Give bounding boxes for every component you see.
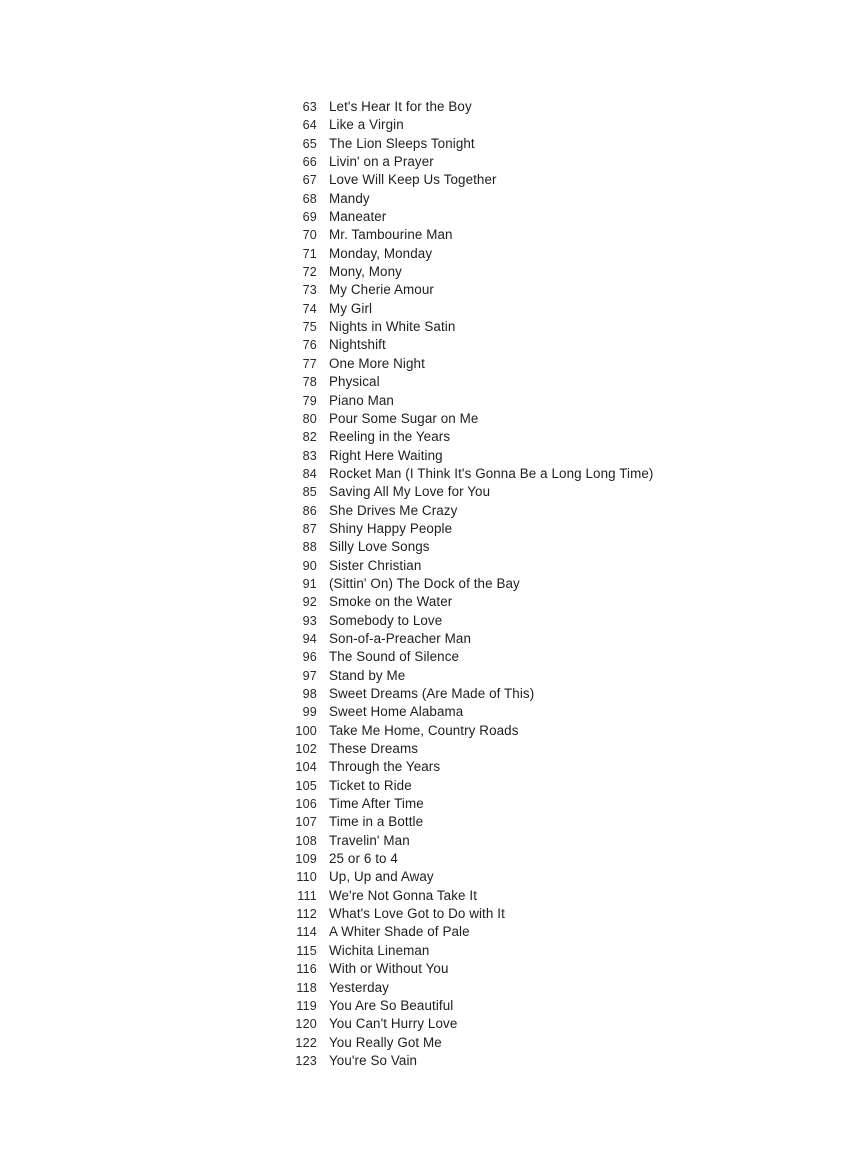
toc-entry-title: Right Here Waiting (329, 447, 443, 463)
toc-entry[interactable] (285, 905, 864, 923)
toc-entry-title: Ticket to Ride (329, 777, 412, 793)
toc-entry-page-number: 118 (296, 980, 317, 995)
toc-entry-title: Nights in White Satin (329, 319, 456, 335)
toc-entry-title: Sweet Dreams (Are Made of This) (329, 686, 535, 701)
table-of-contents-list (285, 98, 864, 1070)
toc-entry[interactable] (285, 1015, 864, 1033)
toc-entry[interactable] (285, 832, 864, 850)
toc-entry[interactable] (285, 373, 864, 391)
toc-entry-title: Mony, Mony (329, 264, 402, 280)
toc-entry[interactable] (285, 447, 864, 465)
toc-entry-page-number: 123 (295, 1053, 317, 1068)
toc-entry[interactable] (285, 923, 864, 941)
toc-entry-title: You Really Got Me (329, 1034, 442, 1050)
toc-entry-title: My Girl (329, 300, 373, 316)
toc-entry-page-number: 77 (302, 356, 317, 371)
toc-entry[interactable] (285, 171, 864, 189)
toc-entry-title: Pour Some Sugar on Me (329, 410, 479, 426)
toc-entry-page-number: 84 (302, 466, 317, 481)
toc-entry[interactable] (285, 135, 864, 153)
toc-entry-page-number: 104 (295, 760, 317, 775)
toc-entry-title: She Drives Me Crazy (329, 502, 458, 518)
toc-entry-page-number: 116 (296, 962, 317, 977)
toc-entry[interactable] (285, 887, 864, 905)
toc-entry[interactable] (285, 685, 864, 703)
toc-entry-title: Love Will Keep Us Together (329, 172, 497, 188)
toc-entry-page-number: 98 (302, 687, 317, 701)
toc-entry-page-number: 86 (302, 503, 317, 518)
toc-entry-page-number: 70 (302, 228, 317, 243)
toc-entry-title: The Lion Sleeps Tonight (329, 135, 475, 151)
toc-entry-title: Smoke on the Water (329, 594, 453, 610)
toc-entry-title: The Sound of Silence (329, 649, 460, 665)
toc-entry-title: My Cherie Amour (329, 282, 434, 298)
toc-entry-page-number: 110 (296, 870, 317, 885)
toc-entry-title: Yesterday (329, 979, 389, 995)
toc-entry-title: Through the Years (329, 759, 441, 775)
toc-entry-page-number: 88 (302, 540, 317, 555)
toc-entry-page-number: 91 (302, 576, 317, 591)
toc-entry[interactable] (285, 777, 864, 795)
toc-entry-title: Sweet Home Alabama (329, 704, 464, 720)
toc-entry[interactable] (285, 410, 864, 428)
toc-entry[interactable] (285, 336, 864, 354)
toc-entry-page-number: 73 (302, 283, 317, 298)
toc-entry-page-number: 76 (302, 338, 317, 353)
toc-entry-page-number: 97 (302, 668, 317, 683)
toc-entry[interactable] (285, 960, 864, 978)
toc-entry-title: Maneater (329, 209, 387, 225)
toc-entry-page-number: 93 (302, 613, 317, 628)
toc-entry-page-number: 115 (296, 943, 317, 958)
toc-entry-title: Sister Christian (329, 557, 422, 573)
toc-entry-page-number: 65 (302, 136, 317, 151)
toc-entry-title: Stand by Me (329, 667, 406, 683)
toc-entry-title: You Are So Beautiful (329, 997, 454, 1013)
toc-entry-title: Rocket Man (I Think It's Gonna Be a Long Long Time) (329, 465, 654, 481)
toc-entry[interactable] (285, 281, 864, 299)
toc-entry-page-number: 108 (295, 833, 317, 848)
toc-entry-title: A Whiter Shade of Pale (329, 924, 470, 940)
toc-entry-page-number: 105 (295, 778, 317, 793)
toc-entry[interactable] (285, 392, 864, 410)
toc-entry-page-number: 90 (302, 558, 317, 573)
toc-entry-page-number: 99 (302, 705, 317, 720)
toc-entry-page-number: 75 (302, 320, 317, 335)
toc-entry[interactable] (285, 428, 864, 446)
toc-entry-page-number: 100 (295, 723, 317, 738)
toc-entry-page-number: 64 (302, 118, 317, 133)
toc-entry-title: 25 or 6 to 4 (329, 851, 398, 867)
toc-entry-title: Up, Up and Away (329, 869, 434, 885)
toc-entry-title: With or Without You (329, 961, 449, 977)
toc-entry-page-number: 67 (302, 173, 317, 188)
toc-entry[interactable] (285, 208, 864, 226)
toc-entry-page-number: 83 (302, 448, 317, 463)
toc-entry-title: Wichita Lineman (329, 942, 430, 958)
toc-entry[interactable] (285, 813, 864, 831)
toc-entry[interactable] (285, 98, 864, 116)
toc-entry[interactable] (285, 850, 864, 868)
toc-entry-page-number: 63 (302, 100, 317, 114)
toc-entry-page-number: 122 (295, 1035, 317, 1050)
toc-entry-title: We're Not Gonna Take It (329, 887, 478, 903)
toc-entry[interactable] (285, 612, 864, 630)
toc-entry-page-number: 72 (302, 265, 317, 280)
toc-entry[interactable] (285, 318, 864, 336)
toc-entry-page-number: 107 (295, 815, 317, 830)
toc-entry[interactable] (285, 979, 864, 997)
toc-entry[interactable] (285, 1052, 864, 1070)
toc-entry-title: Time After Time (329, 796, 424, 812)
toc-entry-title: Somebody to Love (329, 612, 443, 628)
toc-entry-page-number: 66 (302, 155, 317, 170)
toc-entry[interactable] (285, 630, 864, 648)
toc-entry-page-number: 80 (302, 411, 317, 426)
toc-entry-page-number: 112 (296, 907, 317, 922)
toc-entry-page-number: 119 (296, 998, 317, 1013)
toc-entry[interactable] (285, 575, 864, 593)
toc-entry-title: Son-of-a-Preacher Man (329, 630, 472, 646)
toc-entry[interactable] (285, 483, 864, 501)
toc-entry-page-number: 69 (302, 210, 317, 225)
toc-entry-page-number: 102 (295, 742, 317, 757)
toc-entry-page-number: 79 (302, 393, 317, 408)
toc-entry-title: Physical (329, 374, 380, 390)
toc-entry[interactable] (285, 226, 864, 244)
toc-entry[interactable] (285, 190, 864, 208)
toc-entry[interactable] (285, 703, 864, 721)
toc-entry-page-number: 111 (297, 888, 317, 903)
toc-entry-page-number: 106 (295, 797, 317, 812)
toc-entry-page-number: 68 (302, 191, 317, 206)
toc-entry-page-number: 82 (302, 430, 317, 445)
toc-entry[interactable] (285, 593, 864, 611)
toc-entry[interactable] (285, 520, 864, 538)
toc-entry-title: (Sittin' On) The Dock of the Bay (329, 575, 520, 591)
toc-entry-page-number: 96 (302, 650, 317, 665)
toc-entry[interactable] (285, 557, 864, 575)
toc-entry-title: Livin' on a Prayer (329, 154, 434, 170)
toc-entry[interactable] (285, 465, 864, 483)
toc-entry-page-number: 78 (302, 375, 317, 390)
toc-entry[interactable] (285, 300, 864, 318)
toc-entry-title: These Dreams (329, 741, 419, 757)
toc-entry[interactable] (285, 355, 864, 373)
toc-entry-page-number: 114 (296, 925, 317, 940)
toc-entry[interactable] (285, 116, 864, 134)
toc-entry[interactable] (285, 795, 864, 813)
toc-entry[interactable] (285, 722, 864, 740)
toc-entry-page-number: 87 (302, 521, 317, 536)
toc-entry-page-number: 71 (302, 246, 317, 261)
toc-entry[interactable] (285, 868, 864, 886)
toc-entry[interactable] (285, 538, 864, 556)
toc-entry[interactable] (285, 502, 864, 520)
toc-entry[interactable] (285, 758, 864, 776)
toc-entry-title: Saving All My Love for You (329, 484, 491, 500)
toc-entry-title: Mandy (329, 190, 370, 206)
toc-entry-title: One More Night (329, 355, 425, 371)
toc-entry-title: You're So Vain (329, 1052, 418, 1068)
toc-entry-page-number: 120 (295, 1017, 317, 1032)
toc-entry-title: Reeling in the Years (329, 429, 451, 445)
toc-entry[interactable] (285, 667, 864, 685)
toc-entry-title: Let's Hear It for the Boy (329, 99, 472, 114)
toc-entry[interactable] (285, 245, 864, 263)
toc-entry[interactable] (285, 942, 864, 960)
toc-entry-title: You Can't Hurry Love (329, 1016, 458, 1032)
toc-entry-title: Silly Love Songs (329, 539, 430, 555)
toc-entry[interactable] (285, 263, 864, 281)
toc-entry-title: Take Me Home, Country Roads (329, 722, 519, 738)
toc-entry-title: What's Love Got to Do with It (329, 906, 505, 922)
toc-entry[interactable] (285, 740, 864, 758)
toc-entry-title: Nightshift (329, 337, 386, 353)
toc-entry[interactable] (285, 648, 864, 666)
toc-entry-page-number: 85 (302, 485, 317, 500)
toc-entry-page-number: 74 (302, 301, 317, 316)
toc-entry[interactable] (285, 997, 864, 1015)
toc-entry-title: Shiny Happy People (329, 520, 453, 536)
toc-entry-title: Piano Man (329, 392, 394, 408)
toc-entry-page-number: 109 (295, 852, 317, 867)
toc-entry[interactable] (285, 1034, 864, 1052)
toc-entry-title: Time in a Bottle (329, 814, 424, 830)
toc-entry-title: Mr. Tambourine Man (329, 227, 453, 243)
toc-entry-title: Like a Virgin (329, 117, 404, 133)
toc-entry-page-number: 92 (302, 595, 317, 610)
toc-entry-title: Travelin' Man (329, 832, 410, 848)
toc-entry[interactable] (285, 153, 864, 171)
toc-entry-title: Monday, Monday (329, 245, 433, 261)
toc-entry-page-number: 94 (302, 631, 317, 646)
